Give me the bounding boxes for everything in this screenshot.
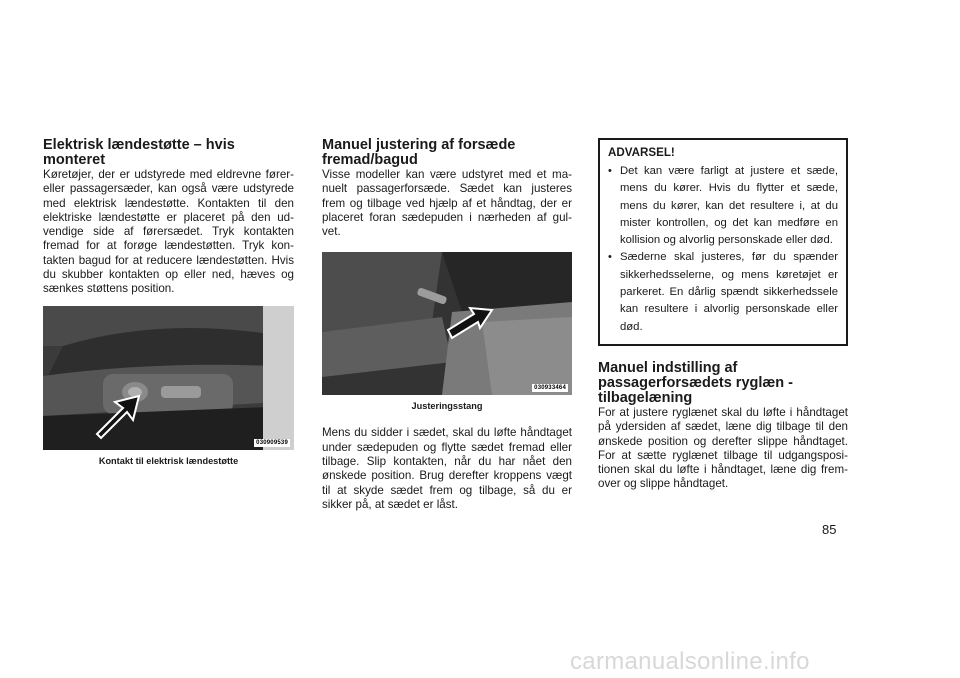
photo-id-label: 030933464 (534, 385, 566, 392)
warning-list (608, 163, 838, 336)
warning-item (608, 249, 838, 335)
body-backrest-recline: For at justere ryglænet skal du løfte i håndtaget på ydersiden af sædet, læne dig tilbage til den ønskede position og derefter slippe håndtaget. For at sætte ryglænet tilbage til udgangsposi-tionen skal du løfte i håndtaget, læne dig frem-over og slippe håndtaget. (598, 405, 848, 491)
adjustment-bar-illustration (322, 252, 572, 395)
photo-id-label: 030909539 (256, 439, 288, 446)
bullet-icon: • (608, 165, 612, 177)
body-seat-locking: Mens du sidder i sædet, skal du løfte håndtaget under sædepuden og flytte sædet fremad eller tilbage. Slip kontakten, når du har nået den ønskede position. Brug derefter kroppens vægt til at skyde sædet frem og tilbage, så du er sikker på, at sædet er låst. (322, 426, 572, 511)
caption-adjustment-bar: Justeringsstang (411, 401, 483, 412)
column-left (43, 138, 294, 466)
seat-switch-illustration (43, 306, 294, 450)
footer-watermark: carmanualsonline.info (570, 648, 810, 675)
heading-manual-seat-adjust: Manuel justering af forsæde fremad/bagud (322, 137, 516, 168)
photo-adjustment-bar (322, 252, 572, 395)
warning-box (598, 138, 848, 346)
column-middle (322, 138, 572, 512)
body-manual-seat-adjust: Visse modeller kan være udstyret med et ma-nuelt passagerforsæde. Sædet kan justeres frem og tilbage ved hjælp af et håndtag, der er placeret foran sædepuden i nærheden af gul-vet. (322, 168, 572, 239)
caption-lumbar-switch: Kontakt til elektrisk lændestøtte (98, 455, 239, 466)
heading-backrest-recline: Manuel indstilling af passagerforsædets ryglæn - tilbagelæning (598, 359, 794, 406)
heading-lumbar-support: Elektrisk lændestøtte – hvis monteret (43, 137, 235, 168)
warning-item (608, 163, 838, 249)
warning-title: ADVARSEL! (608, 146, 675, 159)
page-number: 85 (822, 522, 837, 537)
column-right (598, 138, 848, 492)
photo-lumbar-switch (43, 306, 294, 450)
warning-item-text: Sæderne skal justeres, før du spænder sikkerhedsselerne, og mens køretøjet er parkeret. En dårlig spændt sikkerhedssele kan resultere i alvorlig personskade eller død. (620, 251, 838, 333)
warning-item-text: Det kan være farligt at justere et sæde, mens du kører. Hvis du flytter et sæde, mens du kører, kan det resultere i, at du mister kontrollen, og det kan medføre en kollision og alvorlig personskade eller død. (620, 165, 838, 247)
bullet-icon: • (608, 251, 612, 264)
body-lumbar-support: Køretøjer, der er udstyrede med eldrevne fører- eller passagersæder, kan også være udstyrede med elektrisk lændestøtte. Kontakten til den elektriske lændestøtte er placeret på den ud-vendige side af førersædet. Tryk kontakten fremad for at forøge lændestøtten. Tryk kon-takten bagud for at reducere lændestøtten. Hvis du skubber kontakten op eller ned, hæves og sænkes støttens position. (43, 168, 294, 296)
